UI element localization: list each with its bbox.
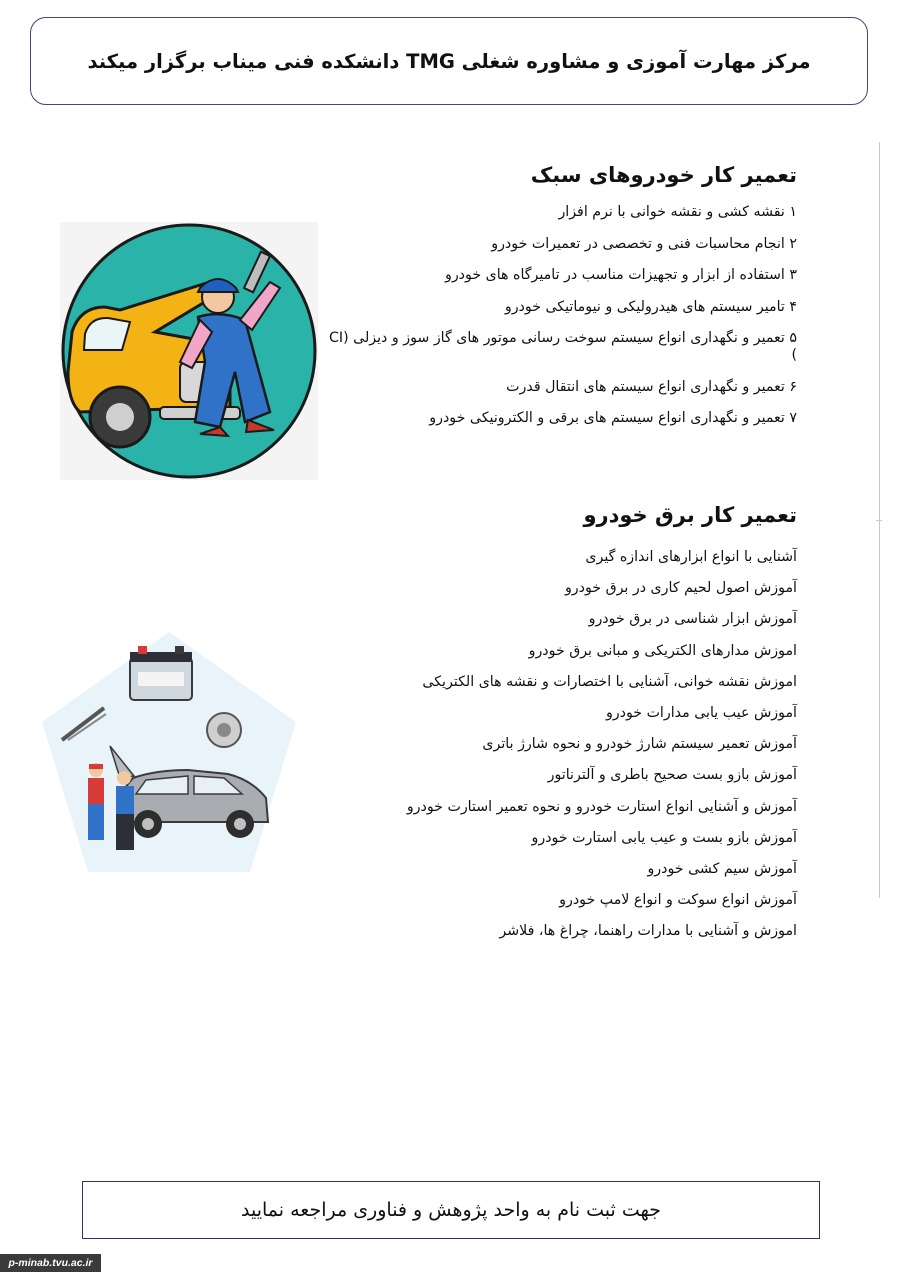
section2-title: تعمیر کار برق خودرو <box>583 503 797 527</box>
list-item: آموزش عیب یابی مدارات خودرو <box>605 704 797 721</box>
header-title: مرکز مهارت آموزی و مشاوره شغلی TMG دانشکده فنی میناب برگزار میکند <box>87 49 811 73</box>
right-margin-tick <box>876 520 882 521</box>
section1-title: تعمیر کار خودروهای سبک <box>530 163 797 187</box>
list-item: ۴ تامیر سیستم های هیدرولیکی و نیوماتیکی خودرو <box>504 298 797 315</box>
list-item: ۷ تعمیر و نگهداری انواع سیستم های برقی و الکترونیکی خودرو <box>429 410 797 426</box>
battery-icon <box>130 646 192 700</box>
list-item: ۵ تعمیر و نگهداری انواع سیستم سوخت رسانی موتور های گاز سوز و دیزلی (CI ) <box>328 330 797 363</box>
list-item: آموزش ابزار شناسی در برق خودرو <box>588 611 797 628</box>
list-item: ۶ تعمیر و نگهداری انواع سیستم های انتقال قدرت <box>506 378 797 395</box>
list-item: آموزش تعمیر سیستم شارژ خودرو و نحوه شارژ باتری <box>482 736 797 753</box>
registration-box <box>82 1181 820 1239</box>
mechanic-illustration <box>60 222 318 480</box>
list-item: آموزش بازو بست و عیب یابی استارت خودرو <box>531 829 797 846</box>
section-auto-electrician <box>327 500 797 954</box>
car-electric-illustration <box>38 628 300 876</box>
alternator-icon <box>207 713 241 747</box>
list-item: آموزش سیم کشی خودرو <box>647 860 797 877</box>
header-box <box>30 17 868 105</box>
list-item: آشنایی با انواع ابزارهای اندازه گیری <box>585 549 797 565</box>
list-item: آموزش بازو بست صحیح باطری و آلترناتور <box>547 767 797 784</box>
list-item: آموزش و آشنایی انواع استارت خودرو و نحوه تعمیر استارت خودرو <box>406 798 797 815</box>
section2-list <box>327 549 797 940</box>
list-item: اموزش و آشنایی با مدارات راهنما، چراغ ها، فلاشر <box>499 923 797 940</box>
list-item: آموزش انواع سوکت و انواع لامپ خودرو <box>559 892 797 909</box>
section-light-vehicle-repair <box>327 160 797 442</box>
list-item: آموزش اصول لحیم کاری در برق خودرو <box>564 580 797 597</box>
list-item: اموزش مدارهای الکتریکی و مبانی برق خودرو <box>528 642 797 659</box>
registration-text: جهت ثبت نام به واحد پژوهش و فناوری مراجعه نمایید <box>241 1199 661 1221</box>
website-badge[interactable]: p-minab.tvu.ac.ir <box>0 1254 101 1272</box>
list-item: ۲ انجام محاسبات فنی و تخصصی در تعمیرات خودرو <box>491 235 797 252</box>
list-item: ۳ استفاده از ابزار و تجهیزات مناسب در تامیرگاه های خودرو <box>444 267 797 283</box>
list-item: اموزش نقشه خوانی، آشنایی با اختصارات و نقشه های الکتریکی <box>422 673 797 690</box>
list-item: ۱ نقشه کشی و نقشه خوانی با نرم افزار <box>558 204 797 220</box>
section1-list <box>327 204 797 427</box>
